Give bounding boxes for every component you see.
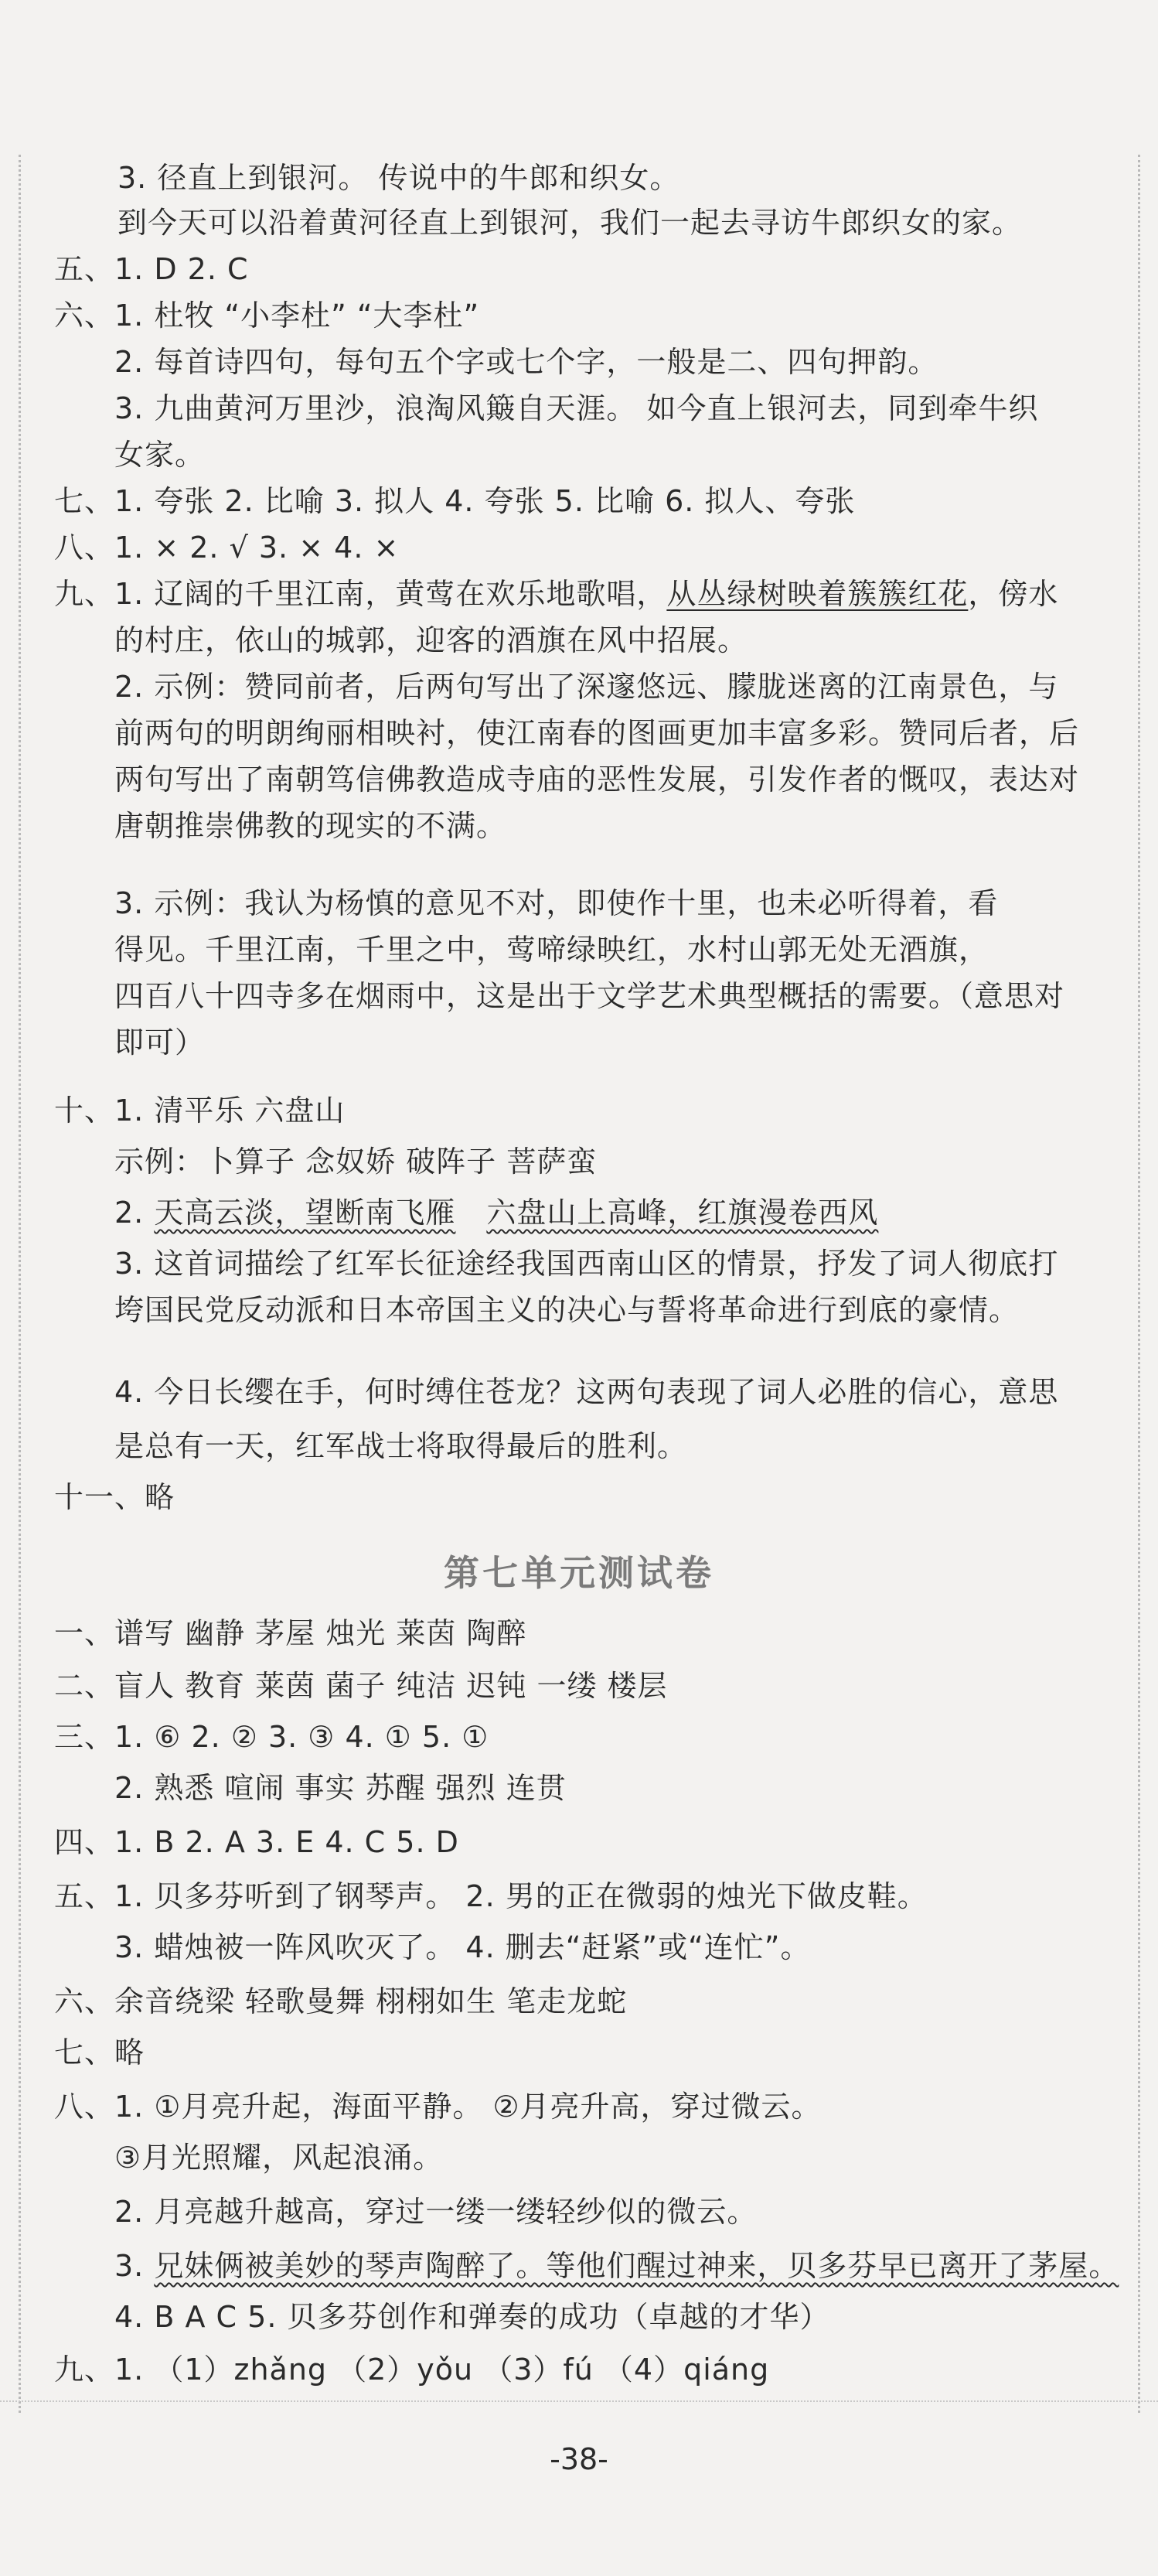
text-line — [114, 1194, 878, 1231]
text-line: 4. 今日长缨在手，何时缚住苍龙？这两句表现了词人必胜的信心，意思 — [114, 1375, 1059, 1409]
left-dotted-border — [19, 155, 21, 2413]
text-line: 2. 每首诗四句，每句五个字或七个字，一般是二、四句押韵。 — [114, 345, 938, 379]
text-line: 示例：卜算子 念奴娇 破阵子 菩萨蛮 — [114, 1145, 598, 1179]
wavy-underlined-text: 六盘山上高峰，红旗漫卷西风 — [486, 1196, 879, 1230]
section-title: 第七单元测试卷 — [444, 1552, 714, 1594]
text-line: 到今天可以沿着黄河径直上到银河，我们一起去寻访牛郎织女的家。 — [118, 206, 1023, 240]
text-line: 八、1. × 2. √ 3. × 4. × — [54, 531, 400, 565]
text-line: 三、1. ⑥ 2. ② 3. ③ 4. ① 5. ① — [54, 1720, 489, 1754]
text-line: 六、余音绕梁 轻歌曼舞 栩栩如生 笔走龙蛇 — [54, 1984, 628, 2018]
text-line: 2. 熟悉 喧闹 事实 苏醒 强烈 连贯 — [114, 1771, 567, 1805]
text-segment: ，傍水 — [968, 577, 1059, 611]
text-line: 二、盲人 教育 莱茵 菌子 纯洁 迟钝 一缕 楼层 — [54, 1669, 668, 1703]
text-segment: 九、1. 辽阔的千里江南，黄莺在欢乐地歌唱， — [54, 577, 667, 611]
text-line: 3. 蜡烛被一阵风吹灭了。 4. 删去“赶紧”或“连忙”。 — [114, 1930, 811, 1964]
text-line: 七、1. 夸张 2. 比喻 3. 拟人 4. 夸张 5. 比喻 6. 拟人、夸张 — [54, 484, 856, 518]
text-line: 五、1. D 2. C — [54, 252, 249, 286]
text-line: 4. B A C 5. 贝多芬创作和弹奏的成功（卓越的才华） — [114, 2300, 830, 2334]
text-segment: 3. — [114, 2249, 155, 2283]
right-dotted-border — [1138, 155, 1140, 2413]
page-number: -38- — [550, 2442, 608, 2476]
text-line: 垮国民党反动派和日本帝国主义的决心与誓将革命进行到底的豪情。 — [114, 1293, 1020, 1327]
text-line — [54, 575, 1058, 612]
text-line: 十一、略 — [54, 1480, 175, 1514]
text-line: ③月光照耀，风起浪涌。 — [114, 2141, 444, 2175]
wavy-underlined-text: 兄妹俩被美妙的琴声陶醉了。等他们醒过神来，贝多芬早已离开了茅屋。 — [154, 2249, 1119, 2283]
text-line: 2. 月亮越升越高，穿过一缕一缕轻纱似的微云。 — [114, 2195, 758, 2229]
text-line: 四、1. B 2. A 3. E 4. C 5. D — [54, 1825, 459, 1859]
text-line: 前两句的明朗绚丽相映衬，使江南春的图画更加丰富多彩。赞同后者，后 — [114, 716, 1080, 750]
text-line: 得见。千里江南，千里之中，莺啼绿映红，水村山郭无处无酒旗， — [114, 933, 989, 967]
text-line: 女家。 — [114, 438, 206, 472]
text-line: 六、1. 杜牧 “小李杜” “大李杜” — [54, 299, 480, 333]
text-line: 五、1. 贝多芬听到了钢琴声。 2. 男的正在微弱的烛光下做皮鞋。 — [54, 1879, 928, 1913]
wavy-underlined-text: 天高云淡，望断南飞雁 — [154, 1196, 456, 1230]
text-line: 十、1. 清平乐 六盘山 — [54, 1094, 346, 1128]
text-line: 九、1. （1）zhǎng （2）yǒu （3）fú （4）qiáng — [54, 2353, 770, 2387]
text-line: 即可） — [114, 1025, 206, 1059]
text-line: 2. 示例：赞同前者，后两句写出了深邃悠远、朦胧迷离的江南景色，与 — [114, 670, 1059, 704]
text-line: 四百八十四寺多在烟雨中，这是出于文学艺术典型概括的需要。（意思对 — [114, 979, 1065, 1013]
text-line: 七、略 — [54, 2035, 145, 2069]
text-line: 3. 九曲黄河万里沙，浪淘风簸自天涯。 如今直上银河去，同到牵牛织 — [114, 391, 1039, 425]
text-line: 一、谱写 幽静 茅屋 烛光 莱茵 陶醉 — [54, 1616, 527, 1650]
text-segment: 2. — [114, 1196, 155, 1230]
text-line: 3. 径直上到银河。 传说中的牛郎和织女。 — [118, 161, 680, 195]
text-line: 八、1. ①月亮升起，海面平静。 ②月亮升高，穿过微云。 — [54, 2090, 822, 2124]
text-line — [114, 2247, 1119, 2284]
underlined-text: 从丛绿树映着簇簇红花 — [666, 577, 969, 611]
text-line: 3. 示例：我认为杨慎的意见不对，即使作十里，也未必听得着，看 — [114, 886, 999, 920]
bottom-dotted-divider — [0, 2400, 1158, 2402]
text-line: 的村庄，依山的城郭，迎客的酒旗在风中招展。 — [114, 623, 748, 657]
text-line: 是总有一天，红军战士将取得最后的胜利。 — [114, 1429, 688, 1463]
text-line: 3. 这首词描绘了红军长征途经我国西南山区的情景，抒发了词人彻底打 — [114, 1247, 1059, 1281]
text-line: 唐朝推崇佛教的现实的不满。 — [114, 809, 507, 843]
text-line: 两句写出了南朝笃信佛教造成寺庙的恶性发展，引发作者的慨叹，表达对 — [114, 763, 1080, 797]
